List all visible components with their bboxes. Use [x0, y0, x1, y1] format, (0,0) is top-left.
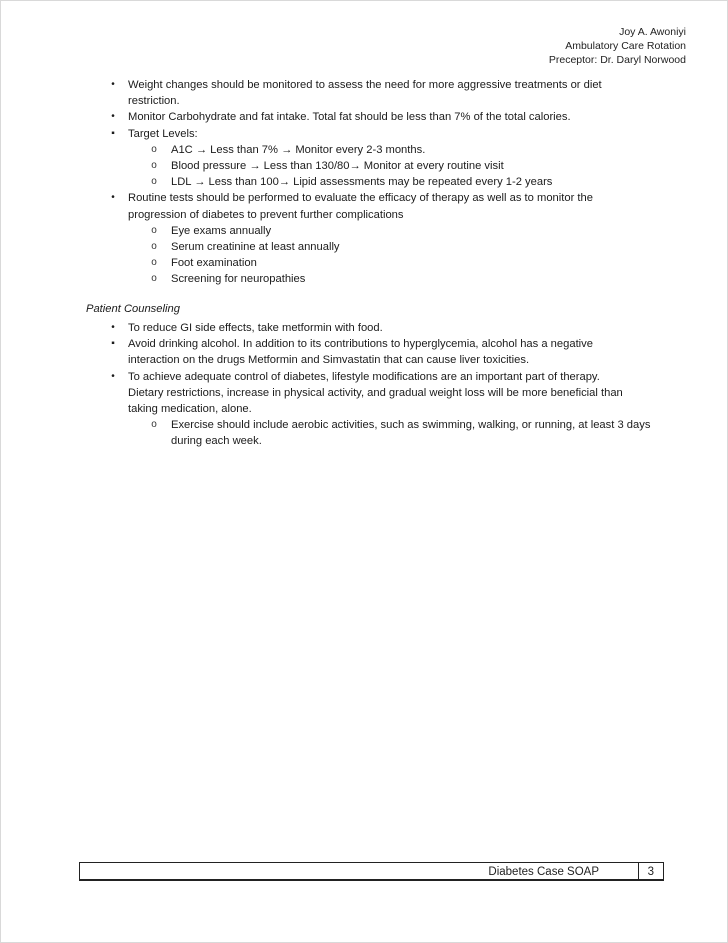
- sub-list-item: [0, 174, 681, 190]
- list-item-text: restriction.: [128, 95, 180, 108]
- sub-list-item: [0, 223, 681, 239]
- section-heading-patient-counseling: Patient Counseling: [86, 303, 180, 315]
- list-item-text: Target Levels:: [128, 127, 198, 140]
- list-item: [0, 190, 668, 222]
- list-item: [0, 336, 668, 368]
- list-item-text: To reduce GI side effects, take metformin with food.: [128, 322, 383, 334]
- plan-list: [0, 77, 681, 288]
- bullet-icon: •: [111, 79, 115, 90]
- list-item-text: Weight changes should be monitored to assess the need for more aggressive treatments or diet: [128, 79, 602, 91]
- list-item-text: Monitor Carbohydrate and fat intake. Total fat should be less than 7% of the total calories.: [128, 111, 571, 124]
- bullet-icon: ▪: [111, 338, 115, 350]
- page-number: 3: [647, 866, 654, 878]
- sub-list-item: [0, 255, 681, 271]
- page-header: [549, 25, 686, 68]
- sub-list-item-text: Foot examination: [171, 257, 257, 270]
- footer-title: Diabetes Case SOAP: [488, 866, 599, 878]
- sub-list-item-text: Screening for neuropathies: [171, 273, 306, 286]
- list-item-text: taking medication, alone.: [128, 403, 252, 416]
- list-item: [0, 369, 668, 418]
- bullet-icon: •: [111, 370, 115, 382]
- rotation-name: Ambulatory Care Rotation: [565, 40, 686, 53]
- sub-bullet-icon: o: [151, 241, 157, 253]
- sub-list-item: [0, 142, 681, 158]
- sub-list-item: [0, 417, 681, 449]
- author-name: Joy A. Awoniyi: [619, 26, 686, 38]
- list-item-text: Routine tests should be performed to evaluate the efficacy of therapy as well as to monitor the: [128, 192, 593, 205]
- sub-list-item-text: Serum creatinine at least annually: [171, 241, 340, 254]
- preceptor-name: Preceptor: Dr. Daryl Norwood: [548, 54, 686, 67]
- sub-list-item-text: Blood pressure → Less than 130/80→ Monitor at every routine visit: [171, 160, 504, 173]
- sub-bullet-icon: o: [151, 257, 157, 269]
- sub-bullet-icon: o: [151, 224, 157, 236]
- sub-list-item-text: LDL → Less than 100→ Lipid assessments may be repeated every 1-2 years: [171, 176, 553, 189]
- bullet-icon: •: [111, 192, 115, 204]
- sub-list-item-text: during each week.: [171, 435, 262, 448]
- list-item-text: To achieve adequate control of diabetes, lifestyle modifications are an important part of therapy.: [128, 370, 600, 383]
- list-item: [0, 320, 668, 336]
- footer-divider: [638, 863, 639, 880]
- bullet-icon: •: [111, 322, 115, 333]
- list-item-text: progression of diabetes to prevent further complications: [128, 208, 404, 221]
- sub-list-item-text: A1C → Less than 7% → Monitor every 2-3 months.: [171, 143, 426, 156]
- sub-list-item-text: Exercise should include aerobic activities, such as swimming, walking, or running, at least 3 days: [171, 419, 651, 432]
- bullet-icon: •: [111, 111, 115, 123]
- bullet-icon: ▪: [111, 127, 115, 139]
- page-footer: [79, 862, 664, 881]
- list-item-text: interaction on the drugs Metformin and Simvastatin that can cause liver toxicities.: [128, 354, 530, 367]
- sub-list-item-text: Eye exams annually: [171, 224, 272, 237]
- list-item: [0, 109, 668, 125]
- counseling-list: [0, 320, 681, 450]
- sub-bullet-icon: o: [151, 419, 157, 431]
- sub-bullet-icon: o: [151, 143, 157, 155]
- sub-bullet-icon: o: [151, 273, 157, 285]
- list-item-text: Dietary restrictions, increase in physical activity, and gradual weight loss will be more beneficial than: [128, 386, 623, 399]
- list-item: [0, 126, 668, 142]
- sub-list-item: [0, 158, 681, 174]
- list-item: [0, 77, 668, 109]
- sub-bullet-icon: o: [151, 176, 157, 188]
- list-item-text: Avoid drinking alcohol. In addition to its contributions to hyperglycemia, alcohol has a negative: [128, 338, 593, 351]
- sub-bullet-icon: o: [151, 160, 157, 172]
- sub-list-item: [0, 271, 681, 287]
- sub-list-item: [0, 239, 681, 255]
